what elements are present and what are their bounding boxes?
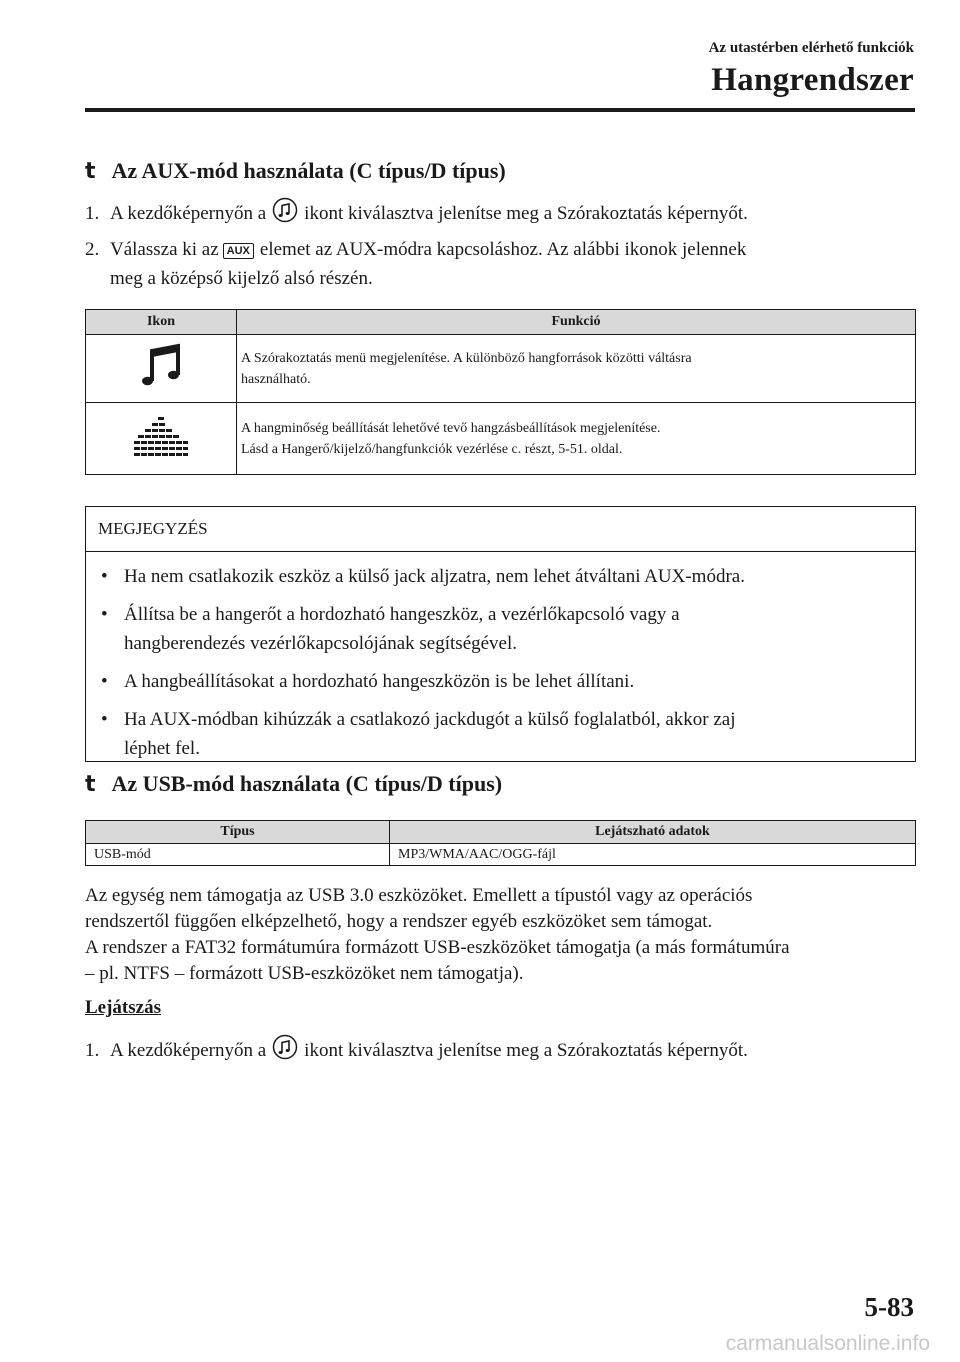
step-number: 1. — [85, 1039, 100, 1061]
music-note-icon — [137, 378, 185, 393]
page-number: 5-83 — [864, 1292, 914, 1322]
note-text: • Ha AUX-módban kihúzzák a csatlakozó jackdugót a külső foglalatból, akkor zaj — [124, 709, 736, 730]
step-text: ikont kiválasztva jelenítse meg a Szórakoztatás képernyőt. — [304, 202, 748, 224]
table-row — [86, 844, 916, 866]
note-item — [98, 562, 903, 591]
chapter-title: Az utastérben elérhető funkciók — [708, 40, 914, 56]
table-row — [86, 335, 916, 403]
note-list — [86, 552, 915, 763]
function-cell — [237, 403, 916, 475]
note-box — [85, 506, 916, 762]
usb-step-1 — [85, 1034, 915, 1069]
step-text: elemet az AUX-módra kapcsoláshoz. Az alábbi ikonok jelennek — [259, 239, 747, 260]
usb-section-title — [85, 771, 502, 797]
aux-icon: AUX — [223, 243, 254, 259]
step-text: Válassza ki az — [110, 239, 219, 260]
note-text: léphet fel. — [124, 738, 200, 759]
table-header-row — [86, 821, 916, 844]
note-text: • Ha nem csatlakozik eszköz a külső jack aljzatra, nem lehet átváltani AUX-módra. — [124, 566, 745, 587]
col-header-type: Típus — [86, 821, 390, 844]
music-note-circle-icon — [272, 197, 298, 232]
col-header-data: Lejátszható adatok — [390, 821, 916, 844]
icon-cell — [86, 335, 237, 403]
playback-heading: Lejátszás — [85, 997, 161, 1018]
function-text: Lásd a Hangerő/kijelző/hangfunkciók vezérlése c. részt, 5-51. oldal. — [241, 441, 623, 457]
watermark: carmanualsonline.info — [725, 1332, 930, 1355]
step-text: A kezdőképernyőn a — [110, 202, 267, 224]
paragraph-line: – pl. NTFS – formázott USB-eszközöket nem támogatja). — [85, 963, 524, 984]
note-item — [98, 705, 903, 763]
note-text: • Állítsa be a hangerőt a hordozható hangeszköz, a vezérlőkapcsoló vagy a — [124, 604, 680, 625]
step-text: ikont kiválasztva jelenítse meg a Szórakoztatás képernyőt. — [304, 1039, 748, 1061]
page-title: Hangrendszer — [711, 62, 914, 98]
aux-step-1 — [85, 197, 915, 232]
music-note-circle-icon — [272, 1034, 298, 1069]
usb-info-paragraph — [85, 883, 925, 987]
note-text: hangberendezés vezérlőkapcsolójának segítségével. — [124, 633, 518, 654]
type-cell: USB-mód — [86, 844, 390, 866]
function-text: A hangminőség beállítását lehetővé tevő hangzásbeállítások megjelenítése. — [241, 420, 661, 436]
usb-section-title-text: Az USB-mód használata (C típus/D típus) — [111, 771, 503, 796]
section-bullet: t — [85, 771, 96, 797]
header-divider — [85, 108, 915, 112]
table-header-row — [86, 310, 916, 335]
function-text: használható. — [241, 371, 311, 387]
step-number: 1. — [85, 202, 100, 224]
data-cell: MP3/WMA/AAC/OGG-fájl — [390, 844, 916, 866]
table-row — [86, 403, 916, 475]
col-header-icon: Ikon — [86, 310, 237, 335]
note-item — [98, 667, 903, 696]
function-text: A Szórakoztatás menü megjelenítése. A különböző hangforrások közötti váltásra — [241, 350, 692, 366]
note-text: • A hangbeállításokat a hordozható hangeszközön is be lehet állítani. — [124, 671, 635, 692]
aux-step-2 — [85, 235, 915, 293]
section-bullet: t — [85, 158, 96, 184]
step-number: 2. — [85, 239, 100, 260]
paragraph-line: Az egység nem támogatja az USB 3.0 eszközöket. Emellett a típustól vagy az operációs — [85, 885, 753, 906]
paragraph-line: rendszertől függően elképzelhető, hogy a rendszer egyéb eszközöket sem támogat. — [85, 911, 713, 932]
note-title: MEGJEGYZÉS — [86, 507, 915, 552]
step-text-continued: meg a középső kijelző alsó részén. — [110, 268, 373, 289]
function-cell — [237, 335, 916, 403]
aux-section-title-text: Az AUX-mód használata (C típus/D típus) — [111, 158, 506, 183]
step-text: A kezdőképernyőn a — [110, 1039, 267, 1061]
paragraph-line: A rendszer a FAT32 formátumúra formázott USB-eszközöket támogatja (a más formátumúra — [85, 937, 790, 958]
usb-format-table — [85, 820, 916, 866]
equalizer-icon — [133, 446, 189, 461]
aux-section-title — [85, 158, 506, 184]
note-item — [98, 600, 903, 658]
icon-cell — [86, 403, 237, 475]
icon-function-table — [85, 309, 916, 475]
col-header-function: Funkció — [237, 310, 916, 335]
